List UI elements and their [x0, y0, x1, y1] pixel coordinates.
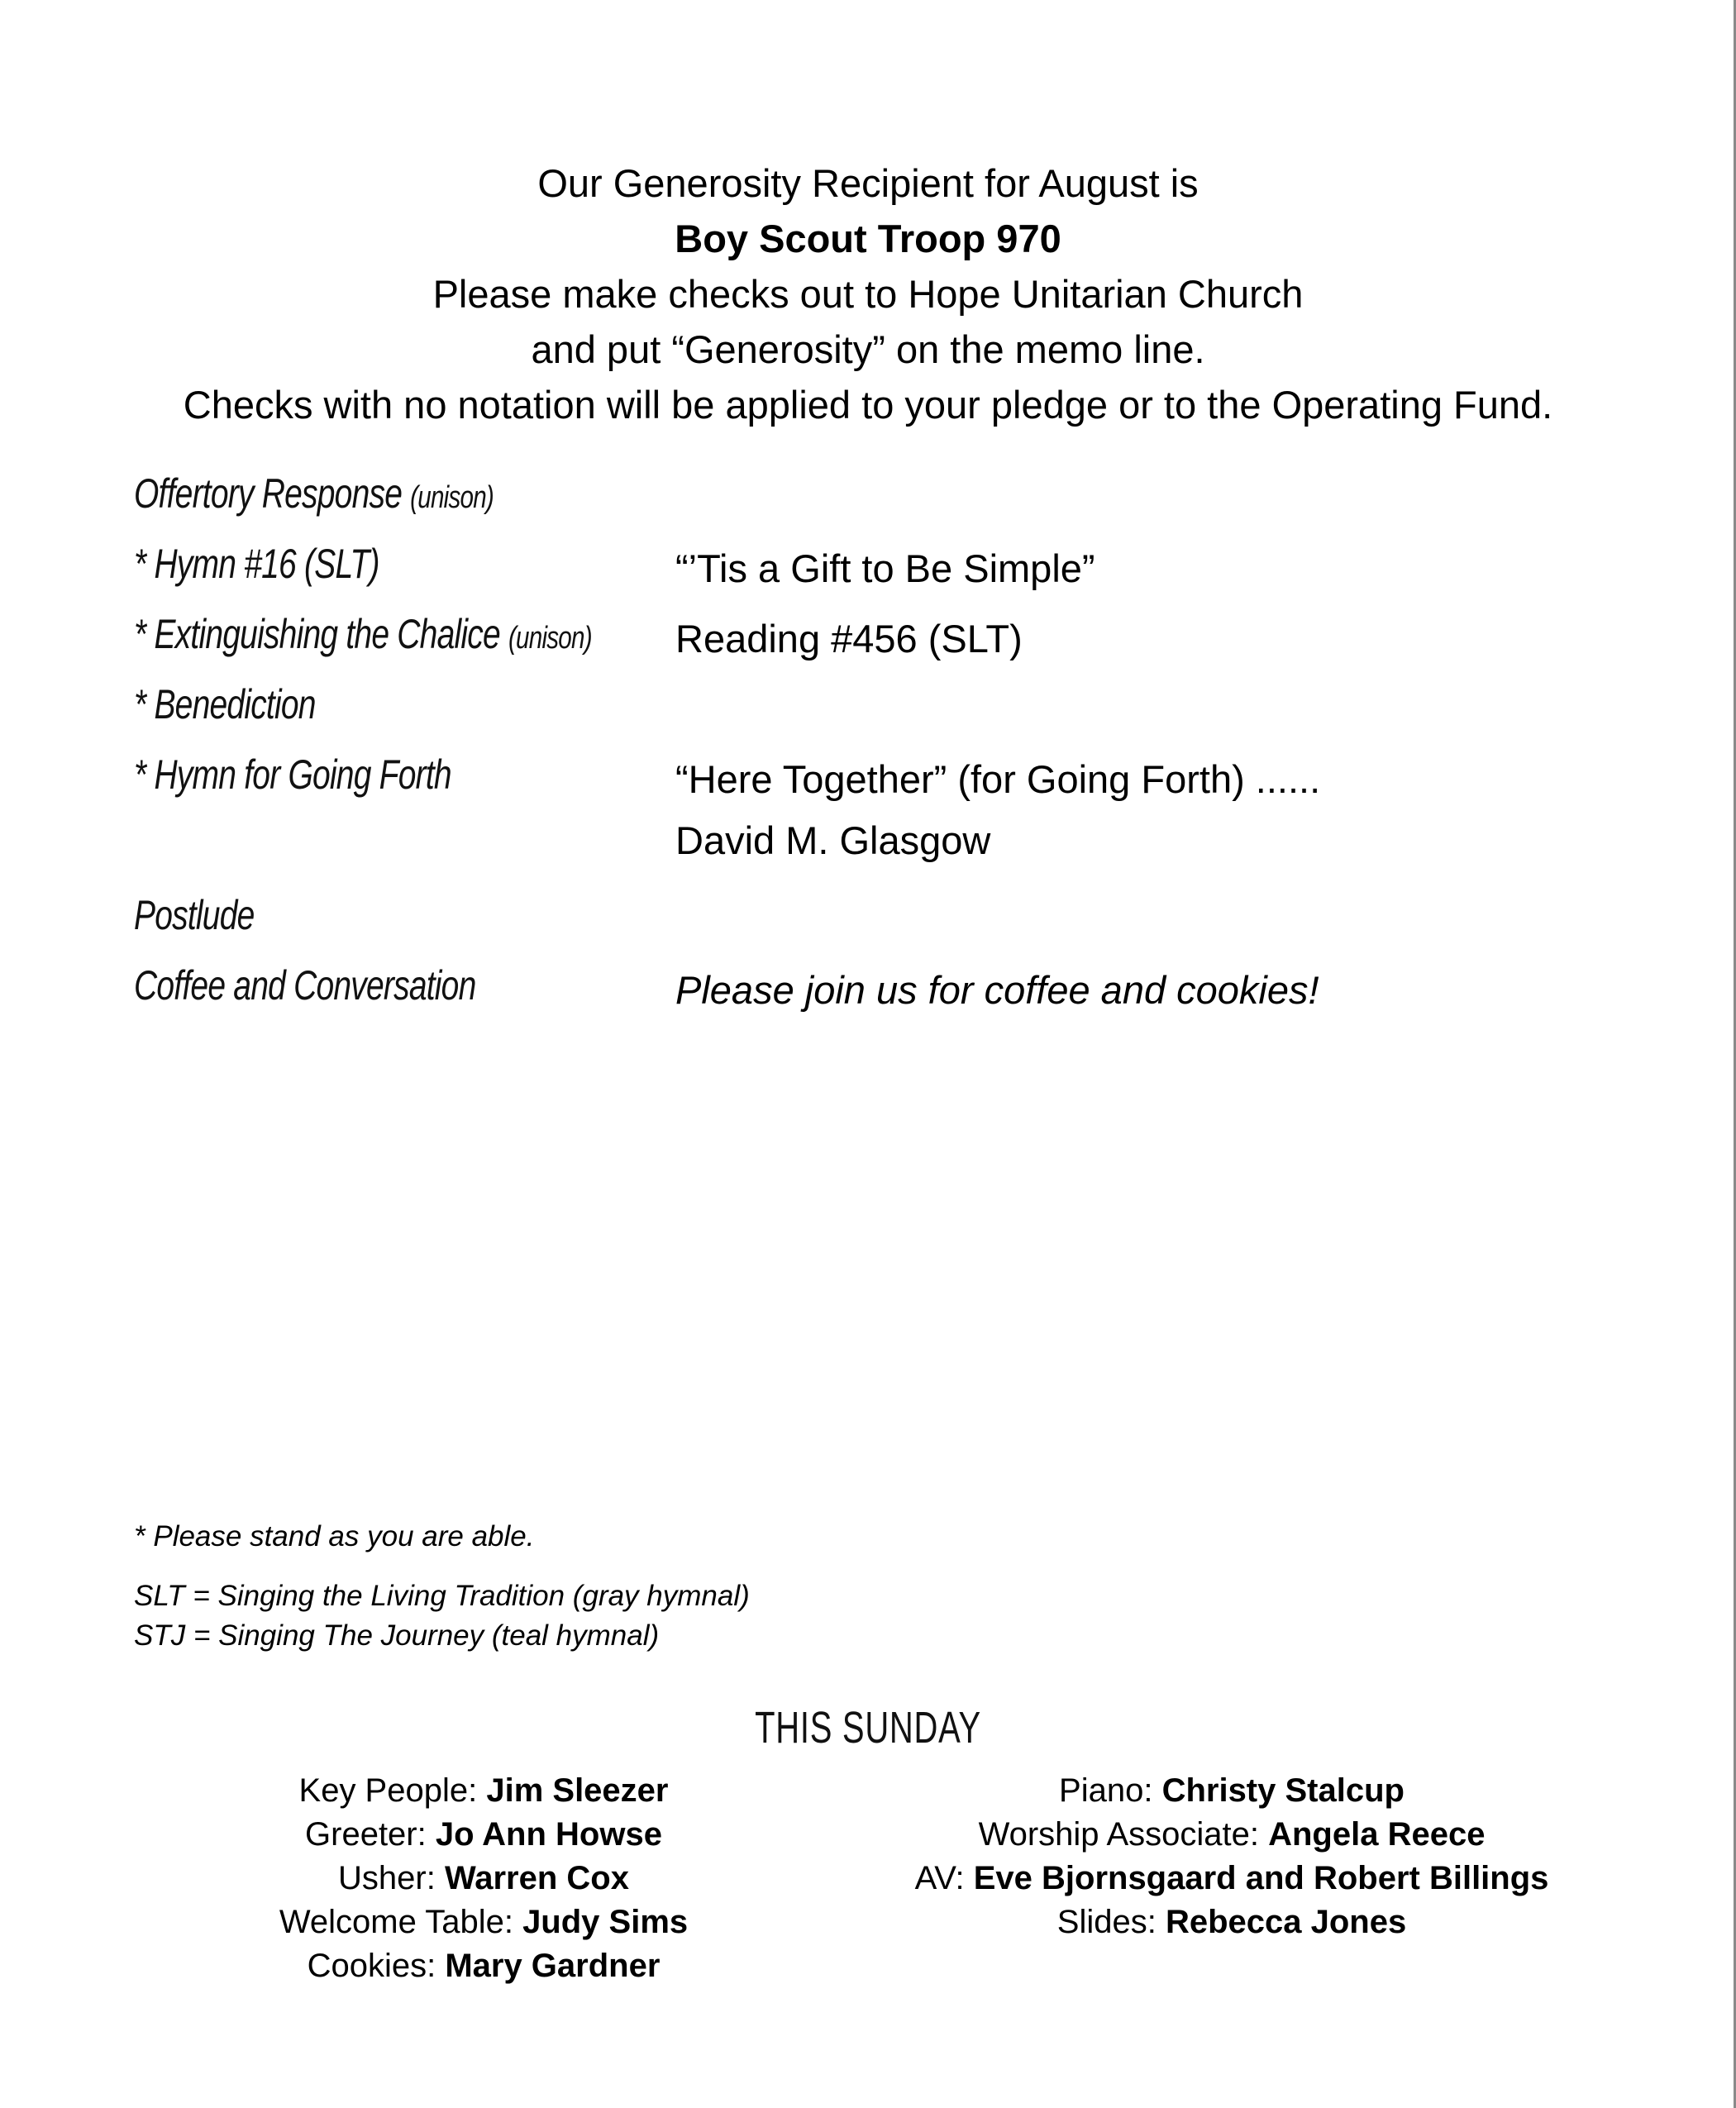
generosity-intro: Our Generosity Recipient for August is	[537, 161, 1199, 205]
generosity-check-instruction: Please make checks out to Hope Unitarian Church	[432, 272, 1304, 316]
order-item-benediction	[134, 674, 1622, 744]
generosity-memo-instruction: and put “Generosity” on the memo line.	[531, 327, 1205, 371]
order-item-label: * Hymn #16 (SLT)	[134, 541, 379, 587]
offertory-unison-note: (unison)	[410, 480, 494, 515]
extinguishing-unison-note: (unison)	[508, 621, 592, 656]
order-item-label: Coffee and Conversation	[134, 962, 476, 1009]
order-item-extinguishing	[134, 603, 1622, 674]
stand-note: * Please stand as you are able.	[134, 1520, 535, 1552]
stj-abbreviation: STJ = Singing The Journey (teal hymnal)	[134, 1619, 660, 1652]
generosity-announcement	[0, 155, 1736, 432]
order-item-coffee	[134, 955, 1622, 1025]
order-item-value	[675, 749, 1502, 871]
volunteer-row: Usher: Warren Cox	[338, 1860, 629, 1896]
volunteer-row: AV: Eve Bjornsgaard and Robert Billings	[914, 1860, 1549, 1896]
extinguishing-label: * Extinguishing the Chalice	[134, 611, 500, 657]
order-item-value: “’Tis a Gift to Be Simple”	[675, 546, 1095, 590]
order-item-going-forth	[134, 744, 1622, 885]
volunteer-row: Slides: Rebecca Jones	[1056, 1904, 1407, 1940]
volunteer-row: Key People: Jim Sleezer	[298, 1772, 669, 1809]
order-item-label	[134, 463, 494, 528]
order-item-label: Postlude	[134, 892, 255, 938]
order-item-offertory	[134, 463, 1622, 533]
order-item-label: * Benediction	[134, 681, 316, 727]
slt-abbreviation: SLT = Singing the Living Tradition (gray hymnal)	[134, 1580, 750, 1612]
order-item-value: Reading #456 (SLT)	[675, 617, 1023, 661]
order-item-hymn-16	[134, 533, 1622, 603]
this-sunday-heading	[0, 1699, 1736, 1757]
volunteer-row: Greeter: Jo Ann Howse	[305, 1816, 662, 1853]
volunteer-row: Welcome Table: Judy Sims	[279, 1904, 689, 1940]
order-of-service	[134, 463, 1622, 1025]
volunteer-row: Piano: Christy Stalcup	[1059, 1772, 1405, 1809]
generosity-notation-note: Checks with no notation will be applied to your pledge or to the Operating Fund.	[183, 383, 1553, 427]
footnotes	[134, 1517, 750, 1656]
offertory-label: Offertory Response	[134, 470, 403, 517]
order-item-postlude	[134, 885, 1622, 955]
order-item-label	[134, 603, 592, 669]
going-forth-hymn-title: “Here Together” (for Going Forth) ......	[675, 757, 1321, 801]
volunteer-row: Worship Associate: Angela Reece	[978, 1816, 1486, 1853]
volunteer-row: Cookies: Mary Gardner	[307, 1948, 661, 1984]
generosity-recipient: Boy Scout Troop 970	[675, 217, 1061, 260]
volunteer-list-left	[236, 1769, 732, 1988]
going-forth-composer: David M. Glasgow	[675, 818, 991, 862]
this-sunday-heading-text: THIS SUNDAY	[755, 1703, 981, 1753]
volunteer-list-right	[860, 1769, 1604, 1944]
order-item-label: * Hymn for Going Forth	[134, 751, 451, 798]
order-item-value: Please join us for coffee and cookies!	[675, 968, 1319, 1012]
